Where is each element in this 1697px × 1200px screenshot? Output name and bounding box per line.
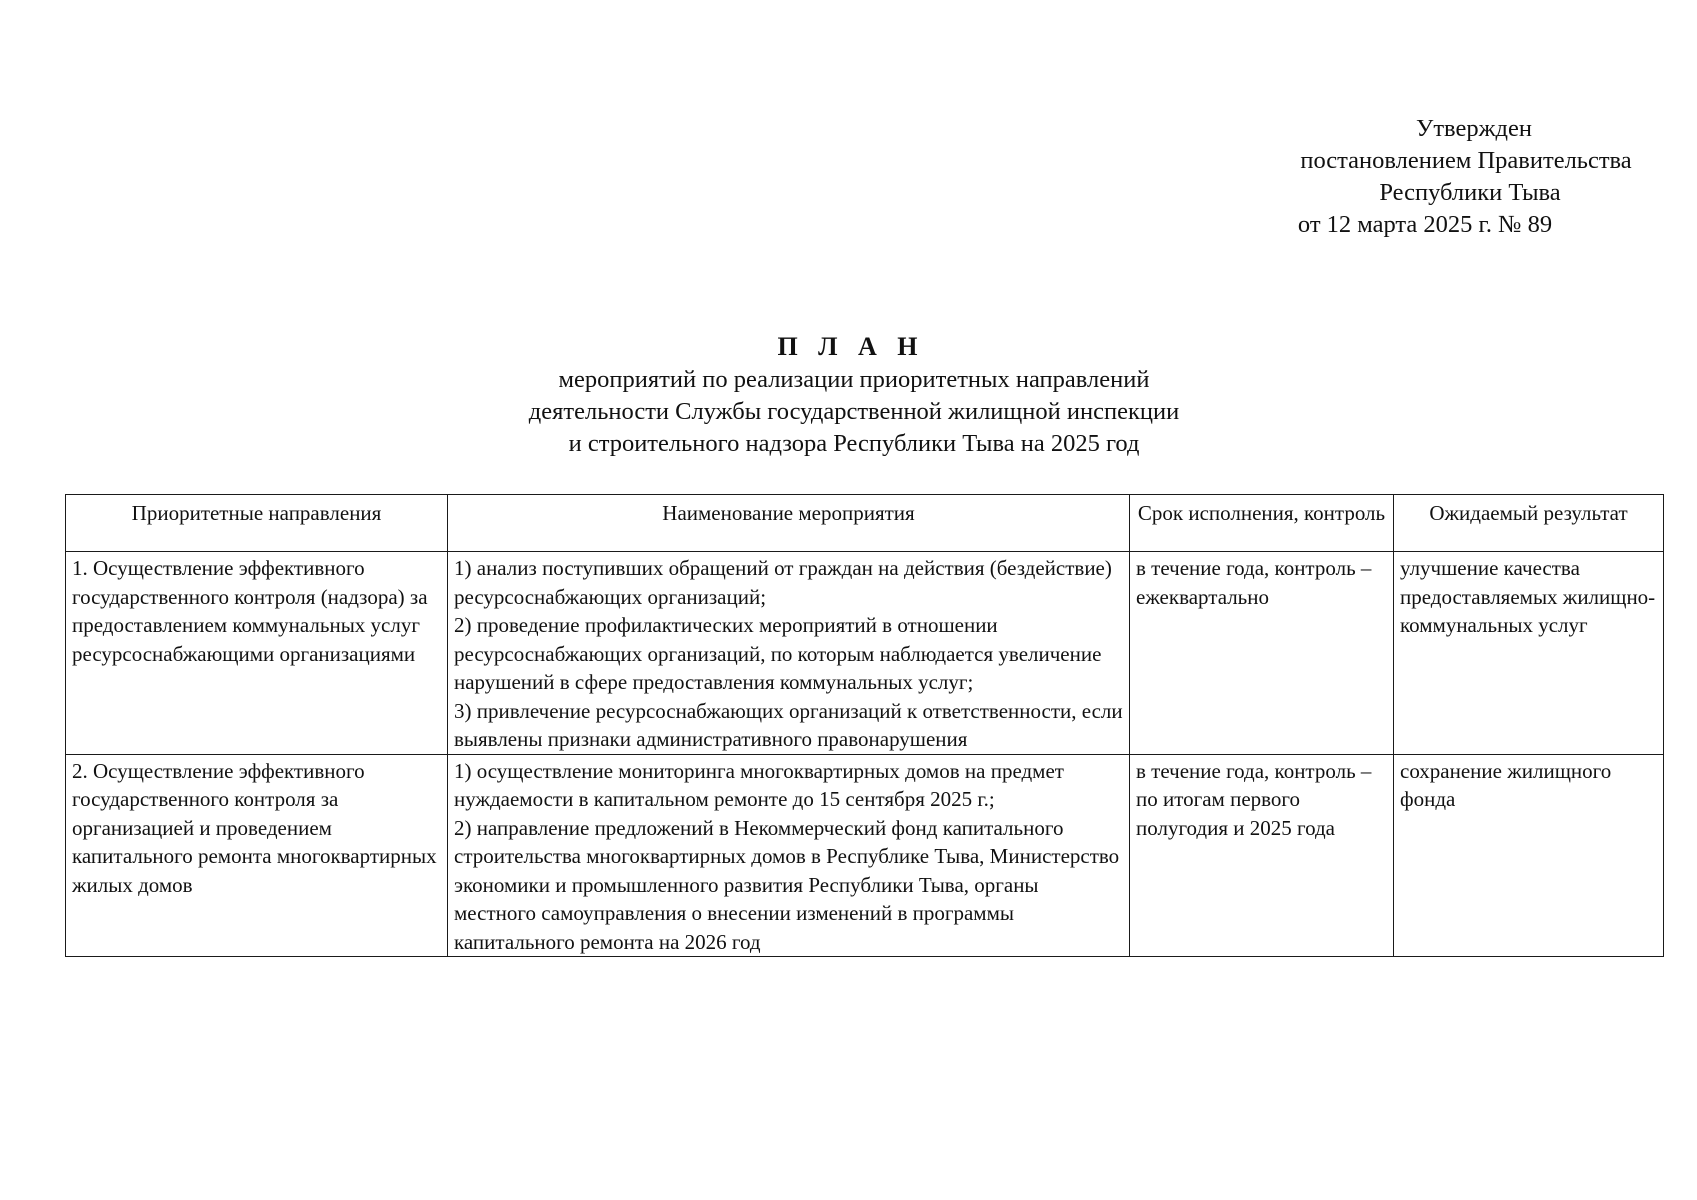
result-cell: улучшение качества предоставляемых жилищно-коммунальных услуг (1394, 552, 1664, 755)
action-item: 1) анализ поступивших обращений от граждан на действия (бездействие) ресурсоснабжающих организаций; (454, 556, 1112, 609)
plan-heading: П Л А Н (777, 332, 925, 361)
table-row (66, 754, 1664, 957)
document-title (420, 330, 1420, 460)
action-item: 3) привлечение ресурсоснабжающих организаций к ответственности, если выявлены признаки административного правонарушения (454, 698, 1123, 751)
approval-line-2: постановлением Правительства (1300, 147, 1632, 174)
result-cell: сохранение жилищного фонда (1394, 754, 1664, 957)
actions-cell (448, 552, 1130, 755)
header-deadline: Срок исполнения, контроль (1130, 495, 1394, 552)
header-action-name: Наименование мероприятия (448, 495, 1130, 552)
direction-cell: 1. Осуществление эффективного государственного контроля (надзора) за предоставлением коммунальных услуг ресурсоснабжающими организациями (66, 552, 448, 755)
deadline-cell: в течение года, контроль – ежеквартально (1130, 552, 1394, 755)
direction-cell: 2. Осуществление эффективного государственного контроля за организацией и проведением капитального ремонта многоквартирных жилых домов (66, 754, 448, 957)
approval-line-1: Утвержден (1416, 115, 1532, 142)
action-item: 2) проведение профилактических мероприятий в отношении ресурсоснабжающих организаций, по которым наблюдается увеличение нарушений в сфере предоставления коммунальных услуг; (454, 613, 1102, 694)
header-expected-result: Ожидаемый результат (1394, 495, 1664, 552)
action-item: 1) осуществление мониторинга многоквартирных домов на предмет нуждаемости в капитальном ремонте до 15 сентября 2025 г.; (454, 758, 1064, 811)
approval-stamp (1270, 113, 1670, 241)
header-directions: Приоритетные направления (66, 495, 448, 552)
deadline-cell: в течение года, контроль – по итогам первого полугодия и 2025 года (1130, 754, 1394, 957)
approval-line-3: Республики Тыва (1379, 179, 1561, 206)
subtitle-line-2: деятельности Службы государственной жилищной инспекции (528, 398, 1180, 425)
plan-table (65, 494, 1664, 957)
subtitle-line-1: мероприятий по реализации приоритетных направлений (558, 366, 1150, 393)
table-row (66, 552, 1664, 755)
approval-line-4: от 12 марта 2025 г. № 89 (1297, 211, 1553, 238)
table-header-row (66, 495, 1664, 552)
actions-cell (448, 754, 1130, 957)
subtitle-line-3: и строительного надзора Республики Тыва на 2025 год (568, 430, 1140, 457)
action-item: 2) направление предложений в Некоммерческий фонд капитального строительства многоквартирных домов в Республике Тыва, Министерство экономики и промышленного развития Республики Тыва, органы местного самоуправления о внесении изменений в программы капитального ремонта на 2026 год (454, 815, 1120, 954)
